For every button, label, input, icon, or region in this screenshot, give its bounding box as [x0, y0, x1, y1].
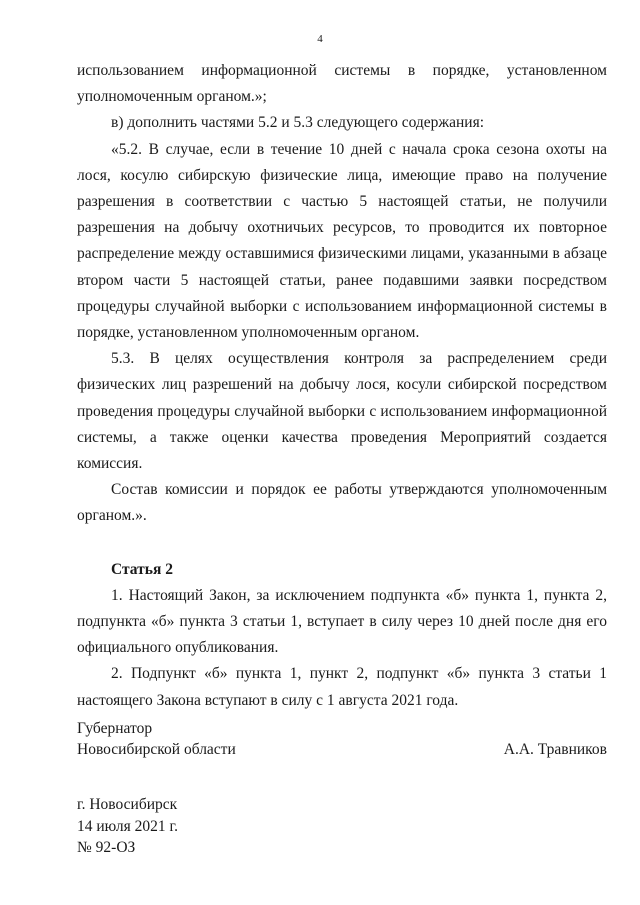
law-number: № 92-ОЗ: [77, 839, 136, 856]
city: г. Новосибирск: [77, 796, 178, 813]
page-number: 4: [317, 33, 323, 45]
place-date-block: [77, 794, 178, 859]
signature-block: [77, 718, 607, 760]
document-body: [77, 58, 607, 714]
paragraph-amendment-intro: в) дополнить частями 5.2 и 5.3 следующего содержания:: [111, 114, 485, 132]
paragraph-article-2-item-2: 2. Подпункт «б» пункта 1, пункт 2, подпункт «б» пункта 3 статьи 1 настоящего Закона вступают в силу с 1 августа 2021 года.: [77, 665, 607, 709]
paragraph-continuation: использованием информационной системы в порядке, установленном уполномоченным органом.»;: [77, 62, 607, 106]
signatory-name: А.А. Травников: [503, 741, 607, 758]
signatory-title: Губернатор: [77, 720, 153, 737]
paragraph-part-5-2: «5.2. В случае, если в течение 10 дней с начала срока сезона охоты на лося, косулю сибирскую физические лица, имеющие право на получение разрешения в соответствии с частью 5 настоящей статьи, не получили разрешения на добычу охотничьих ресурсов, то проводится их повторное распределение между оставшимися физическими лицами, указанными в абзаце втором части 5 настоящей статьи, ранее подавшими заявки посредством процедуры случайной выборки с использованием информационной системы в порядке, установленном уполномоченным органом.: [77, 140, 607, 342]
paragraph-part-5-3: 5.3. В целях осуществления контроля за распределением среди физических лиц разрешений на добычу лося, косули сибирской посредством проведения процедуры случайной выборки с использованием информационной системы, а также оценки качества проведения Мероприятий создается комиссия.: [77, 350, 607, 473]
article-heading: Статья 2: [111, 560, 173, 578]
signatory-region: Новосибирской области: [77, 741, 236, 758]
paragraph-commission: Состав комиссии и порядок ее работы утверждаются уполномоченным органом.».: [77, 481, 607, 525]
paragraph-article-2-item-1: 1. Настоящий Закон, за исключением подпункта «б» пункта 1, пункта 2, подпункта «б» пункта 3 статьи 1, вступает в силу через 10 дней после дня его официального опубликования.: [77, 586, 607, 657]
date: 14 июля 2021 г.: [77, 817, 178, 835]
